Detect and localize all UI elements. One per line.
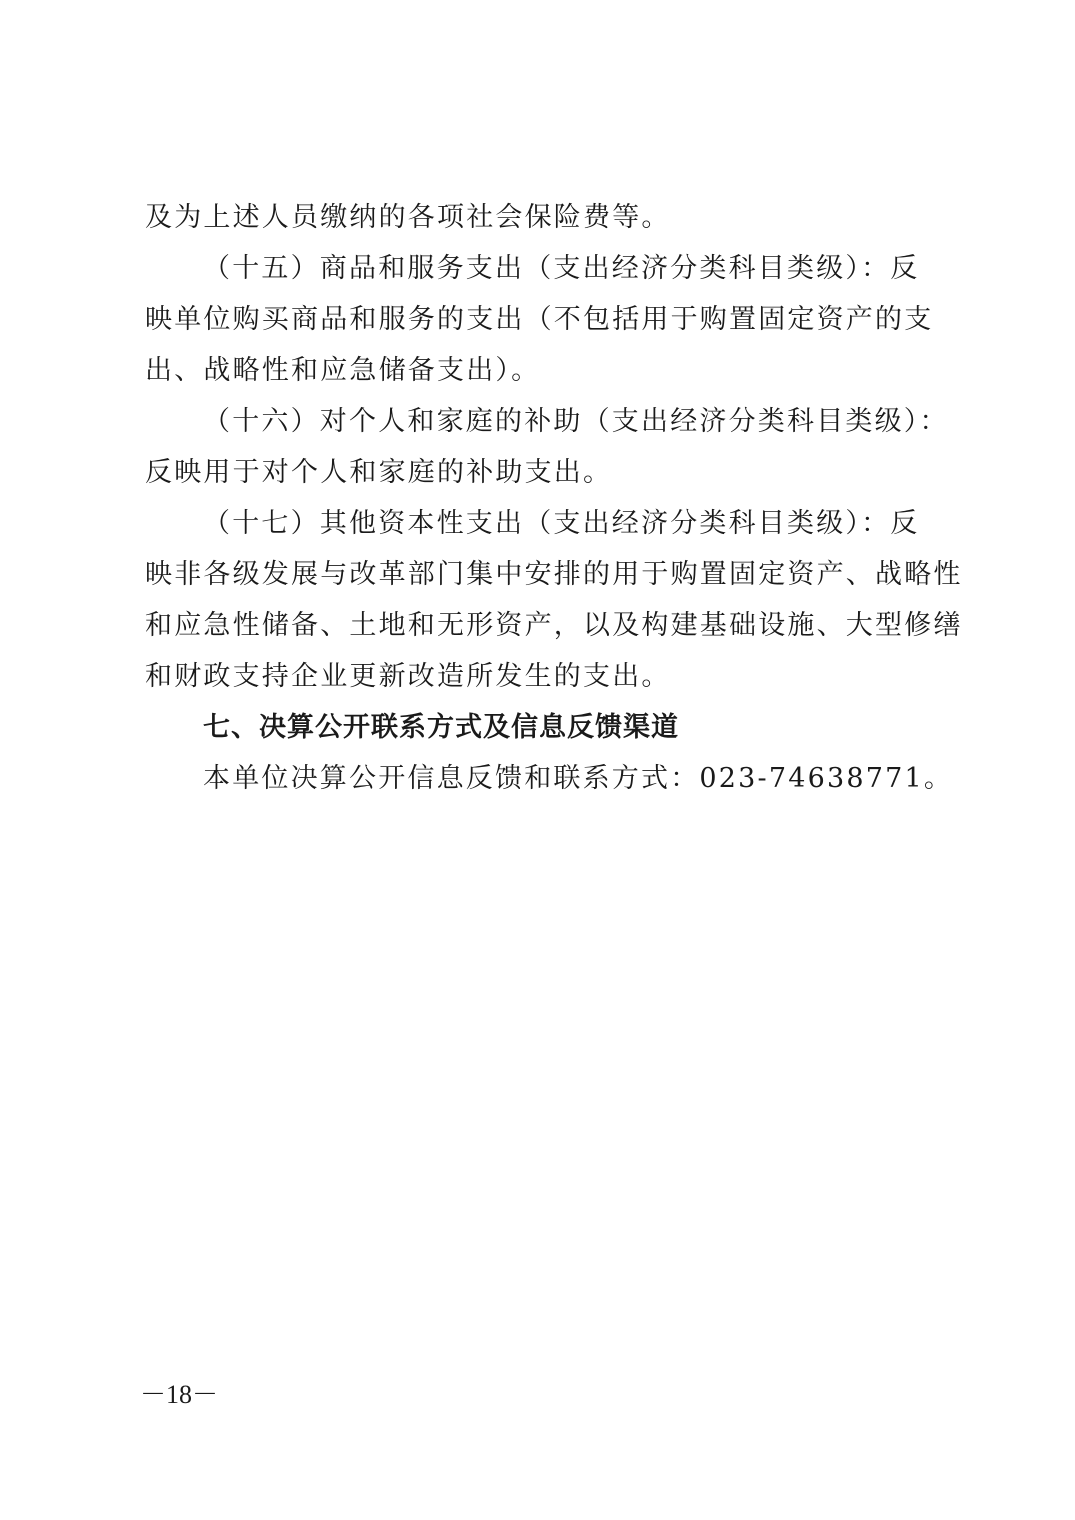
paragraph-continuation [145,192,945,243]
text-line: 及为上述人员缴纳的各项社会保险费等。 [145,202,671,233]
text-line: 出、战略性和应急储备支出）。 [145,355,541,386]
text-line: 反映用于对个人和家庭的补助支出。 [145,457,613,488]
text-line: （十六）对个人和家庭的补助（支出经济分类科目类级）： [203,406,949,437]
text-line: 映单位购买商品和服务的支出（不包括用于购置固定资产的支 [145,304,934,335]
document-body [145,192,963,804]
paragraph-other-capital [145,498,963,702]
text-line: 和财政支持企业更新改造所发生的支出。 [145,661,671,692]
text-line: （十七）其他资本性支出（支出经济分类科目类级）：反 [203,508,920,539]
text-line: 映非各级发展与改革部门集中安排的用于购置固定资产、战略性 [145,559,963,590]
paragraph-household-subsidy [145,396,949,498]
contact-line: 本单位决算公开信息反馈和联系方式：023-74638771。 [203,763,954,794]
text-line: 和应急性储备、土地和无形资产，以及构建基础设施、大型修缮 [145,610,963,641]
page-number: －18－ [140,1380,219,1409]
paragraph-goods-and-services [145,243,945,396]
section-heading: 七、决算公开联系方式及信息反馈渠道 [203,712,679,743]
text-line: （十五）商品和服务支出（支出经济分类科目类级）：反 [203,253,920,284]
